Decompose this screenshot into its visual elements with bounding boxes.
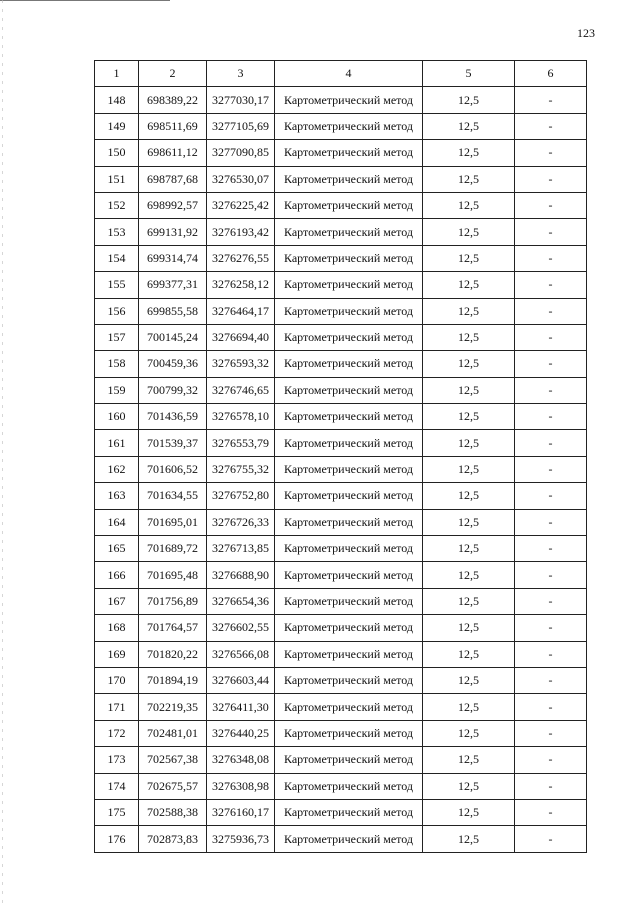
y-coordinate-cell: 3276602,55 [207, 615, 275, 641]
table-row [95, 113, 587, 139]
point-number-cell: 156 [95, 298, 139, 324]
description-cell: - [515, 140, 587, 166]
method-cell: Картометрический метод [275, 536, 423, 562]
method-cell: Картометрический метод [275, 667, 423, 693]
description-cell: - [515, 404, 587, 430]
accuracy-cell: 12,5 [423, 509, 515, 535]
point-number-cell: 149 [95, 113, 139, 139]
table-body [95, 87, 587, 852]
x-coordinate-cell: 699131,92 [139, 219, 207, 245]
table-row [95, 219, 587, 245]
x-coordinate-cell: 701689,72 [139, 536, 207, 562]
point-number-cell: 172 [95, 720, 139, 746]
point-number-cell: 161 [95, 430, 139, 456]
description-cell: - [515, 113, 587, 139]
method-cell: Картометрический метод [275, 430, 423, 456]
description-cell: - [515, 219, 587, 245]
point-number-cell: 166 [95, 562, 139, 588]
accuracy-cell: 12,5 [423, 483, 515, 509]
x-coordinate-cell: 701606,52 [139, 456, 207, 482]
accuracy-cell: 12,5 [423, 588, 515, 614]
point-number-cell: 152 [95, 192, 139, 218]
coordinates-table [94, 60, 587, 853]
x-coordinate-cell: 700145,24 [139, 324, 207, 350]
y-coordinate-cell: 3277030,17 [207, 87, 275, 113]
method-cell: Картометрический метод [275, 351, 423, 377]
column-header: 6 [515, 61, 587, 87]
x-coordinate-cell: 702588,38 [139, 799, 207, 825]
description-cell: - [515, 536, 587, 562]
y-coordinate-cell: 3276603,44 [207, 667, 275, 693]
accuracy-cell: 12,5 [423, 192, 515, 218]
y-coordinate-cell: 3276348,08 [207, 747, 275, 773]
y-coordinate-cell: 3276464,17 [207, 298, 275, 324]
method-cell: Картометрический метод [275, 404, 423, 430]
x-coordinate-cell: 702481,01 [139, 720, 207, 746]
method-cell: Картометрический метод [275, 509, 423, 535]
method-cell: Картометрический метод [275, 641, 423, 667]
description-cell: - [515, 324, 587, 350]
point-number-cell: 162 [95, 456, 139, 482]
x-coordinate-cell: 700459,36 [139, 351, 207, 377]
table-row [95, 799, 587, 825]
accuracy-cell: 12,5 [423, 456, 515, 482]
point-number-cell: 151 [95, 166, 139, 192]
method-cell: Картометрический метод [275, 245, 423, 271]
point-number-cell: 173 [95, 747, 139, 773]
description-cell: - [515, 720, 587, 746]
table-row [95, 562, 587, 588]
accuracy-cell: 12,5 [423, 113, 515, 139]
y-coordinate-cell: 3276755,32 [207, 456, 275, 482]
point-number-cell: 171 [95, 694, 139, 720]
x-coordinate-cell: 702873,83 [139, 826, 207, 852]
table-row [95, 483, 587, 509]
method-cell: Картометрический метод [275, 324, 423, 350]
description-cell: - [515, 351, 587, 377]
accuracy-cell: 12,5 [423, 272, 515, 298]
x-coordinate-cell: 700799,32 [139, 377, 207, 403]
table-row [95, 536, 587, 562]
point-number-cell: 174 [95, 773, 139, 799]
accuracy-cell: 12,5 [423, 298, 515, 324]
accuracy-cell: 12,5 [423, 140, 515, 166]
method-cell: Картометрический метод [275, 298, 423, 324]
description-cell: - [515, 456, 587, 482]
method-cell: Картометрический метод [275, 694, 423, 720]
accuracy-cell: 12,5 [423, 245, 515, 271]
description-cell: - [515, 562, 587, 588]
y-coordinate-cell: 3276726,33 [207, 509, 275, 535]
description-cell: - [515, 272, 587, 298]
x-coordinate-cell: 698611,12 [139, 140, 207, 166]
y-coordinate-cell: 3275936,73 [207, 826, 275, 852]
table-row [95, 747, 587, 773]
y-coordinate-cell: 3276160,17 [207, 799, 275, 825]
y-coordinate-cell: 3276308,98 [207, 773, 275, 799]
method-cell: Картометрический метод [275, 219, 423, 245]
method-cell: Картометрический метод [275, 826, 423, 852]
table-row [95, 694, 587, 720]
x-coordinate-cell: 701695,48 [139, 562, 207, 588]
x-coordinate-cell: 701539,37 [139, 430, 207, 456]
y-coordinate-cell: 3276553,79 [207, 430, 275, 456]
description-cell: - [515, 826, 587, 852]
y-coordinate-cell: 3276411,30 [207, 694, 275, 720]
x-coordinate-cell: 702675,57 [139, 773, 207, 799]
point-number-cell: 170 [95, 667, 139, 693]
table-row [95, 166, 587, 192]
y-coordinate-cell: 3277090,85 [207, 140, 275, 166]
table-row [95, 377, 587, 403]
method-cell: Картометрический метод [275, 113, 423, 139]
x-coordinate-cell: 702219,35 [139, 694, 207, 720]
description-cell: - [515, 87, 587, 113]
y-coordinate-cell: 3276440,25 [207, 720, 275, 746]
point-number-cell: 160 [95, 404, 139, 430]
x-coordinate-cell: 701756,89 [139, 588, 207, 614]
point-number-cell: 154 [95, 245, 139, 271]
method-cell: Картометрический метод [275, 615, 423, 641]
accuracy-cell: 12,5 [423, 377, 515, 403]
table-row [95, 140, 587, 166]
y-coordinate-cell: 3276593,32 [207, 351, 275, 377]
method-cell: Картометрический метод [275, 166, 423, 192]
scan-left-edge [2, 0, 3, 905]
scan-top-line [0, 0, 170, 1]
table-row [95, 509, 587, 535]
x-coordinate-cell: 701634,55 [139, 483, 207, 509]
y-coordinate-cell: 3276694,40 [207, 324, 275, 350]
point-number-cell: 164 [95, 509, 139, 535]
point-number-cell: 153 [95, 219, 139, 245]
y-coordinate-cell: 3276578,10 [207, 404, 275, 430]
description-cell: - [515, 588, 587, 614]
table-row [95, 351, 587, 377]
accuracy-cell: 12,5 [423, 773, 515, 799]
accuracy-cell: 12,5 [423, 536, 515, 562]
y-coordinate-cell: 3276688,90 [207, 562, 275, 588]
method-cell: Картометрический метод [275, 562, 423, 588]
column-header: 5 [423, 61, 515, 87]
table-row [95, 615, 587, 641]
accuracy-cell: 12,5 [423, 166, 515, 192]
x-coordinate-cell: 698992,57 [139, 192, 207, 218]
x-coordinate-cell: 701695,01 [139, 509, 207, 535]
description-cell: - [515, 615, 587, 641]
method-cell: Картометрический метод [275, 588, 423, 614]
point-number-cell: 148 [95, 87, 139, 113]
description-cell: - [515, 377, 587, 403]
point-number-cell: 163 [95, 483, 139, 509]
point-number-cell: 175 [95, 799, 139, 825]
point-number-cell: 158 [95, 351, 139, 377]
y-coordinate-cell: 3276654,36 [207, 588, 275, 614]
table-row [95, 245, 587, 271]
description-cell: - [515, 509, 587, 535]
table-row [95, 588, 587, 614]
point-number-cell: 159 [95, 377, 139, 403]
accuracy-cell: 12,5 [423, 87, 515, 113]
point-number-cell: 150 [95, 140, 139, 166]
method-cell: Картометрический метод [275, 720, 423, 746]
accuracy-cell: 12,5 [423, 747, 515, 773]
description-cell: - [515, 430, 587, 456]
description-cell: - [515, 192, 587, 218]
x-coordinate-cell: 699314,74 [139, 245, 207, 271]
accuracy-cell: 12,5 [423, 641, 515, 667]
table-row [95, 272, 587, 298]
table-row [95, 773, 587, 799]
table-row [95, 192, 587, 218]
x-coordinate-cell: 701436,59 [139, 404, 207, 430]
page-number: 123 [577, 26, 595, 40]
x-coordinate-cell: 698511,69 [139, 113, 207, 139]
point-number-cell: 169 [95, 641, 139, 667]
point-number-cell: 165 [95, 536, 139, 562]
method-cell: Картометрический метод [275, 799, 423, 825]
y-coordinate-cell: 3277105,69 [207, 113, 275, 139]
column-header: 4 [275, 61, 423, 87]
accuracy-cell: 12,5 [423, 799, 515, 825]
table-row [95, 430, 587, 456]
accuracy-cell: 12,5 [423, 694, 515, 720]
column-header: 2 [139, 61, 207, 87]
x-coordinate-cell: 701820,22 [139, 641, 207, 667]
table-row [95, 324, 587, 350]
y-coordinate-cell: 3276225,42 [207, 192, 275, 218]
description-cell: - [515, 773, 587, 799]
column-header: 1 [95, 61, 139, 87]
table-row [95, 404, 587, 430]
table-row [95, 298, 587, 324]
method-cell: Картометрический метод [275, 483, 423, 509]
x-coordinate-cell: 701764,57 [139, 615, 207, 641]
y-coordinate-cell: 3276713,85 [207, 536, 275, 562]
accuracy-cell: 12,5 [423, 219, 515, 245]
table-row [95, 720, 587, 746]
method-cell: Картометрический метод [275, 140, 423, 166]
accuracy-cell: 12,5 [423, 826, 515, 852]
accuracy-cell: 12,5 [423, 351, 515, 377]
point-number-cell: 157 [95, 324, 139, 350]
accuracy-cell: 12,5 [423, 430, 515, 456]
method-cell: Картометрический метод [275, 456, 423, 482]
accuracy-cell: 12,5 [423, 720, 515, 746]
x-coordinate-cell: 699377,31 [139, 272, 207, 298]
description-cell: - [515, 641, 587, 667]
point-number-cell: 155 [95, 272, 139, 298]
y-coordinate-cell: 3276193,42 [207, 219, 275, 245]
x-coordinate-cell: 699855,58 [139, 298, 207, 324]
accuracy-cell: 12,5 [423, 324, 515, 350]
point-number-cell: 168 [95, 615, 139, 641]
y-coordinate-cell: 3276566,08 [207, 641, 275, 667]
y-coordinate-cell: 3276530,07 [207, 166, 275, 192]
x-coordinate-cell: 698787,68 [139, 166, 207, 192]
table-row [95, 826, 587, 852]
point-number-cell: 176 [95, 826, 139, 852]
y-coordinate-cell: 3276752,80 [207, 483, 275, 509]
description-cell: - [515, 245, 587, 271]
method-cell: Картометрический метод [275, 87, 423, 113]
accuracy-cell: 12,5 [423, 615, 515, 641]
method-cell: Картометрический метод [275, 272, 423, 298]
y-coordinate-cell: 3276276,55 [207, 245, 275, 271]
description-cell: - [515, 166, 587, 192]
point-number-cell: 167 [95, 588, 139, 614]
description-cell: - [515, 694, 587, 720]
method-cell: Картометрический метод [275, 377, 423, 403]
x-coordinate-cell: 698389,22 [139, 87, 207, 113]
method-cell: Картометрический метод [275, 747, 423, 773]
y-coordinate-cell: 3276746,65 [207, 377, 275, 403]
y-coordinate-cell: 3276258,12 [207, 272, 275, 298]
header-row [95, 61, 587, 87]
description-cell: - [515, 747, 587, 773]
method-cell: Картометрический метод [275, 192, 423, 218]
accuracy-cell: 12,5 [423, 667, 515, 693]
description-cell: - [515, 298, 587, 324]
x-coordinate-cell: 702567,38 [139, 747, 207, 773]
table-row [95, 87, 587, 113]
accuracy-cell: 12,5 [423, 562, 515, 588]
accuracy-cell: 12,5 [423, 404, 515, 430]
column-header: 3 [207, 61, 275, 87]
description-cell: - [515, 799, 587, 825]
table-row [95, 456, 587, 482]
x-coordinate-cell: 701894,19 [139, 667, 207, 693]
method-cell: Картометрический метод [275, 773, 423, 799]
description-cell: - [515, 483, 587, 509]
table-row [95, 667, 587, 693]
table-row [95, 641, 587, 667]
description-cell: - [515, 667, 587, 693]
